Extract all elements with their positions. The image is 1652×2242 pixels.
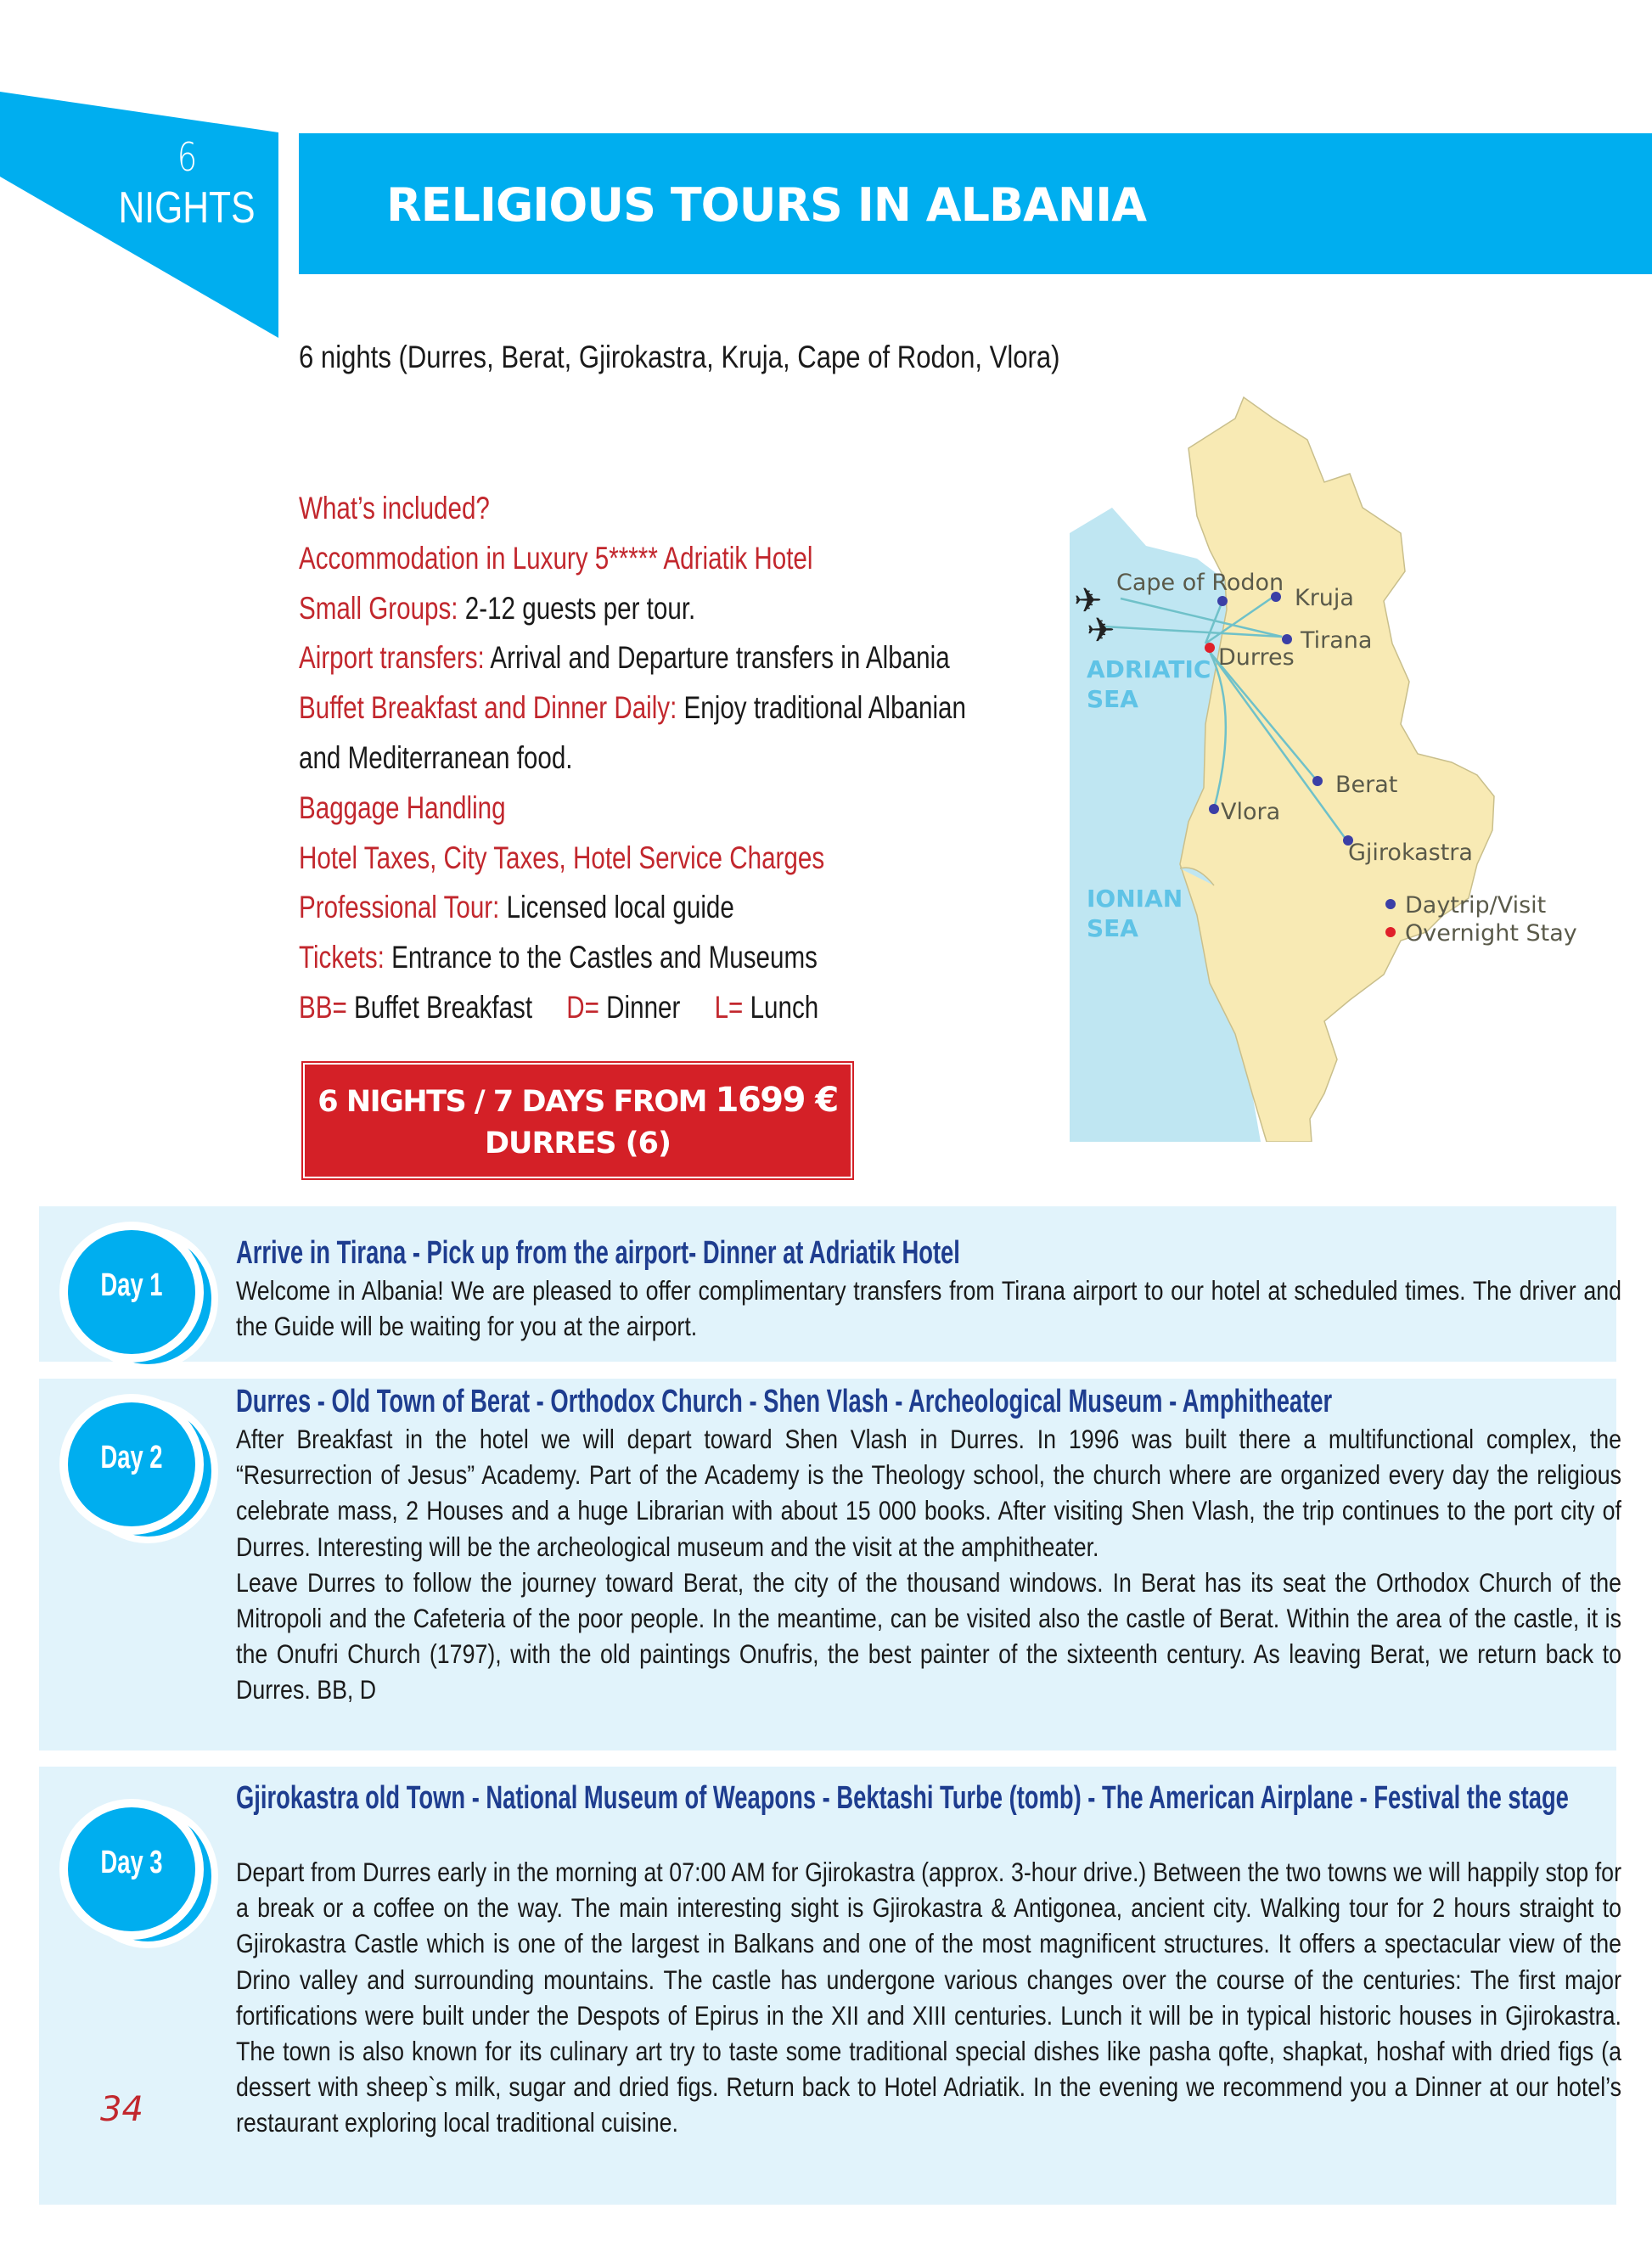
day-label: Day 2 <box>100 1440 163 1475</box>
map-label-berat: Berat <box>1335 772 1398 798</box>
day-card-3 <box>39 1767 1621 2205</box>
included-heading: What’s included? <box>299 491 490 525</box>
included-item: Buffet Breakfast and Dinner Daily: Enjoy traditional Albanian <box>299 690 966 726</box>
sea-label-ionian: IONIAN <box>1087 885 1183 913</box>
included-item: Airport transfers: Arrival and Departure transfers in Albania <box>299 640 950 676</box>
map-label-kruja: Kruja <box>1295 585 1354 611</box>
map-point-vlora <box>1209 804 1219 814</box>
included-item: Small Groups: 2-12 guests per tour. <box>299 590 696 626</box>
day-label: Day 3 <box>100 1845 163 1880</box>
map-label-gjirokastra: Gjirokastra <box>1348 840 1473 866</box>
map-label-vlora: Vlora <box>1221 799 1281 825</box>
day-label: Day 1 <box>100 1267 163 1303</box>
included-item: Professional Tour: Licensed local guide <box>299 890 734 925</box>
map-point-tirana <box>1282 634 1292 644</box>
included-item: Accommodation in Luxury 5***** Adriatik Hotel <box>299 540 813 576</box>
legend-daytrip-dot <box>1385 899 1396 909</box>
map-point-berat <box>1312 776 1323 786</box>
airplane-icon: ✈ <box>1074 582 1103 620</box>
sea-label-adriatic-sea: SEA <box>1087 685 1138 713</box>
map-point-durres <box>1205 643 1215 653</box>
day-description: Welcome in Albania! We are pleased to offer complimentary transfers from Tirana airport to our hotel at scheduled times. The driver and the Guide will be waiting for you at the airport. <box>236 1275 1621 1342</box>
day-badge <box>48 1215 217 1368</box>
nights-label: NIGHTS <box>118 183 256 233</box>
airplane-icon: ✈ <box>1087 612 1115 649</box>
albania-route-map <box>1070 389 1627 1142</box>
tour-intro: 6 nights (Durres, Berat, Gjirokastra, Kruja, Cape of Rodon, Vlora) <box>299 340 1060 374</box>
included-list <box>299 484 966 1033</box>
day-card-1 <box>39 1206 1621 1362</box>
day-title: Arrive in Tirana - Pick up from the airport- Dinner at Adriatik Hotel <box>236 1235 960 1271</box>
meal-legend: BB= Buffet Breakfast D= Dinner L= Lunch <box>299 989 819 1025</box>
day-title: Gjirokastra old Town - National Museum of Weapons - Bektashi Turbe (tomb) - The American Airplane - Festival the stage <box>236 1780 1569 1816</box>
price-amount: 1699 € <box>715 1081 838 1120</box>
sea-label-adriatic: ADRIATIC <box>1087 655 1211 683</box>
legend-overnight-label: Overnight Stay <box>1405 920 1577 947</box>
map-point-cape-of-rodon <box>1217 596 1228 606</box>
map-label-cape-of-rodon: Cape of Rodon <box>1116 570 1284 596</box>
price-headline: 6 NIGHTS / 7 DAYS FROM 1699 € <box>317 1081 838 1120</box>
map-label-tirana: Tirana <box>1301 627 1373 654</box>
day-description: After Breakfast in the hotel we will depart toward Shen Vlash in Durres. In 1996 was built there a multifunctional complex, the “Resurrection of Jesus” Academy. Part of the Academy is the Theology school, the church where are organized every day the religious celebrate mass, 2 Houses and a huge Librarian with about 15 000 books. After visiting Shen Vlash, the trip continues to the port city of Durres. Interesting will be the archeological museum and the visit at the amphitheater. Leave Durres to follow the journey toward Berat, the city of the thousand windows. In Berat has its seat the Orthodox Church of the Mitropoli and the Cafeteria of the poor people. In the meantime, can be visited also the castle of Berat. Within the area of the castle, it is the Onufri Church (1797), with the old paintings Onufris, the best painter of the sixteenth century. As leaving Berat, we return back to Durres. BB, D <box>236 1424 1621 1705</box>
page-number: 34 <box>100 2090 143 2129</box>
price-location: DURRES (6) <box>484 1127 671 1160</box>
map-label-durres: Durres <box>1218 644 1295 671</box>
day-description: Depart from Durres early in the morning at 07:00 AM for Gjirokastra (approx. 3-hour drive.) Between the two towns we will happily stop for a break or a coffee on the way. The main interesting sight is Gjirokastra & Antigonea, ancient city. Walking tour for 2 hours straight to Gjirokastra Castle which is one of the largest in Balkans and one of the most magnificent structures. It offers a spectacular view of the Drino valley and surrounding mountains. The castle has undergone various changes over the course of the centuries: The first major fortifications were built under the Despots of Epirus in the XII and XIII centuries. Lunch it will be in typical historic houses in Gjirokastra. The town is also known for its culinary art try to taste some traditional special dishes like pasha qofte, shapkat, hoshaf with dried figs (a dessert with sheep`s milk, sugar and dried figs. Return back to Hotel Adriatik. In the evening we recommend you a Dinner at our hotel’s restaurant exploring local traditional cuisine. <box>236 1857 1621 2138</box>
legend-overnight-dot <box>1385 927 1396 937</box>
page-title: RELIGIOUS TOURS IN ALBANIA <box>386 178 1147 232</box>
included-item: and Mediterranean food. <box>299 739 573 775</box>
included-item: Baggage Handling <box>299 789 506 825</box>
nights-count: 6 <box>177 134 197 180</box>
included-item: Hotel Taxes, City Taxes, Hotel Service Charges <box>299 840 825 875</box>
legend-daytrip-label: Daytrip/Visit <box>1405 892 1547 919</box>
day-badge <box>48 1792 217 1945</box>
day-card-2 <box>39 1379 1621 1750</box>
sea-label-ionian-sea: SEA <box>1087 914 1138 942</box>
included-item: Tickets: Entrance to the Castles and Museums <box>299 940 818 975</box>
day-badge <box>48 1387 217 1540</box>
day-title: Durres - Old Town of Berat - Orthodox Church - Shen Vlash - Archeological Museum - Amphitheater <box>236 1384 1333 1419</box>
